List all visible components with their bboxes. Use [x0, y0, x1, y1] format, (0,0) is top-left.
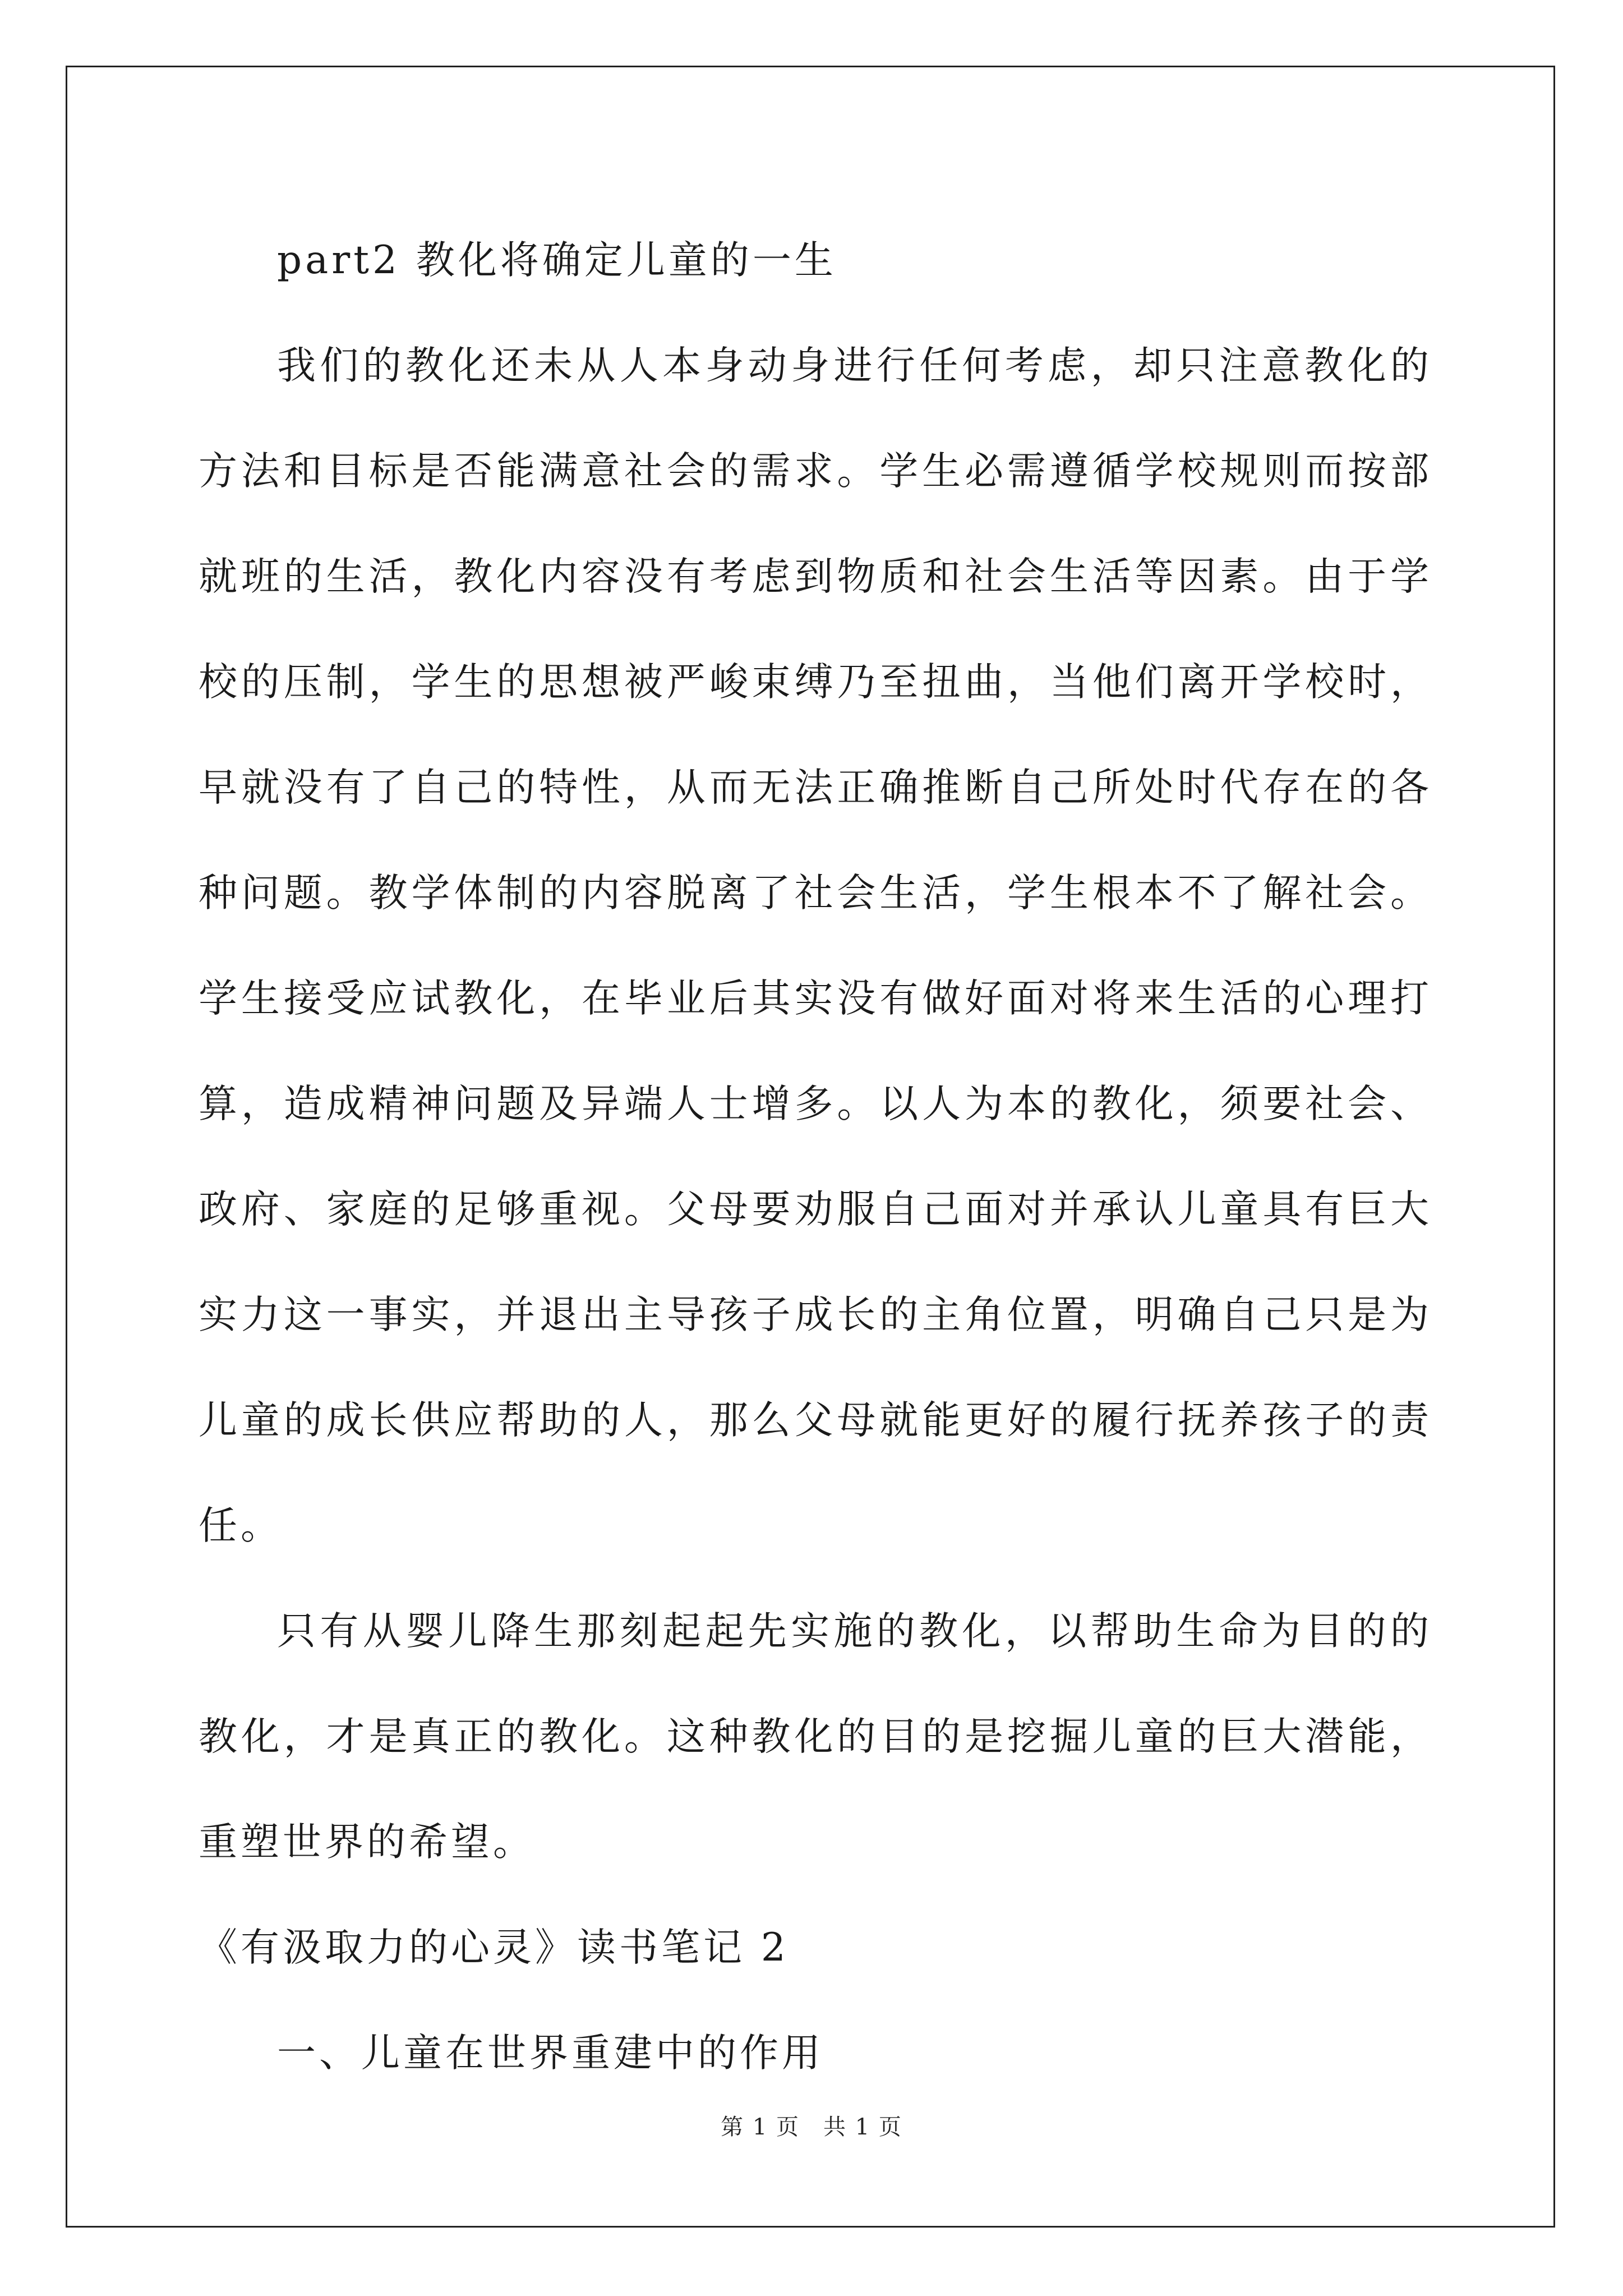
- document-body: [199, 208, 1432, 2106]
- paragraph-2: 只有从婴儿降生那刻起起先实施的教化，以帮助生命为目的的教化，才是真正的教化。这种教化的目的是挖掘儿童的巨大潜能，重塑世界的希望。: [199, 1609, 1432, 1865]
- paragraph-1: 我们的教化还未从人本身动身进行任何考虑，却只注意教化的方法和目标是否能满意社会的需求。学生必需遵循学校规则而按部就班的生活，教化内容没有考虑到物质和社会生活等因素。由于学校的压制，学生的思想被严峻束缚乃至扭曲，当他们离开学校时，早就没有了自己的特性，从而无法正确推断自己所处时代存在的各种问题。教学体制的内容脱离了社会生活，学生根本不了解社会。学生接受应试教化，在毕业后其实没有做好面对将来生活的心理打算，造成精神问题及异端人士增多。以人为本的教化，须要社会、政府、家庭的足够重视。父母要劝服自己面对并承认儿童具有巨大实力这一事实，并退出主导孩子成长的主角位置，明确自己只是为儿童的成长供应帮助的人，那么父母就能更好的履行抚养孩子的责任。: [199, 343, 1432, 1548]
- section-heading: part2 教化将确定儿童的一生: [277, 238, 837, 283]
- book-title-line: 《有汲取力的心灵》读书笔记 2: [199, 1925, 789, 1970]
- sub-heading: 一、儿童在世界重建中的作用: [277, 2031, 824, 2076]
- page-footer: 第 1 页 共 1 页: [721, 2114, 902, 2140]
